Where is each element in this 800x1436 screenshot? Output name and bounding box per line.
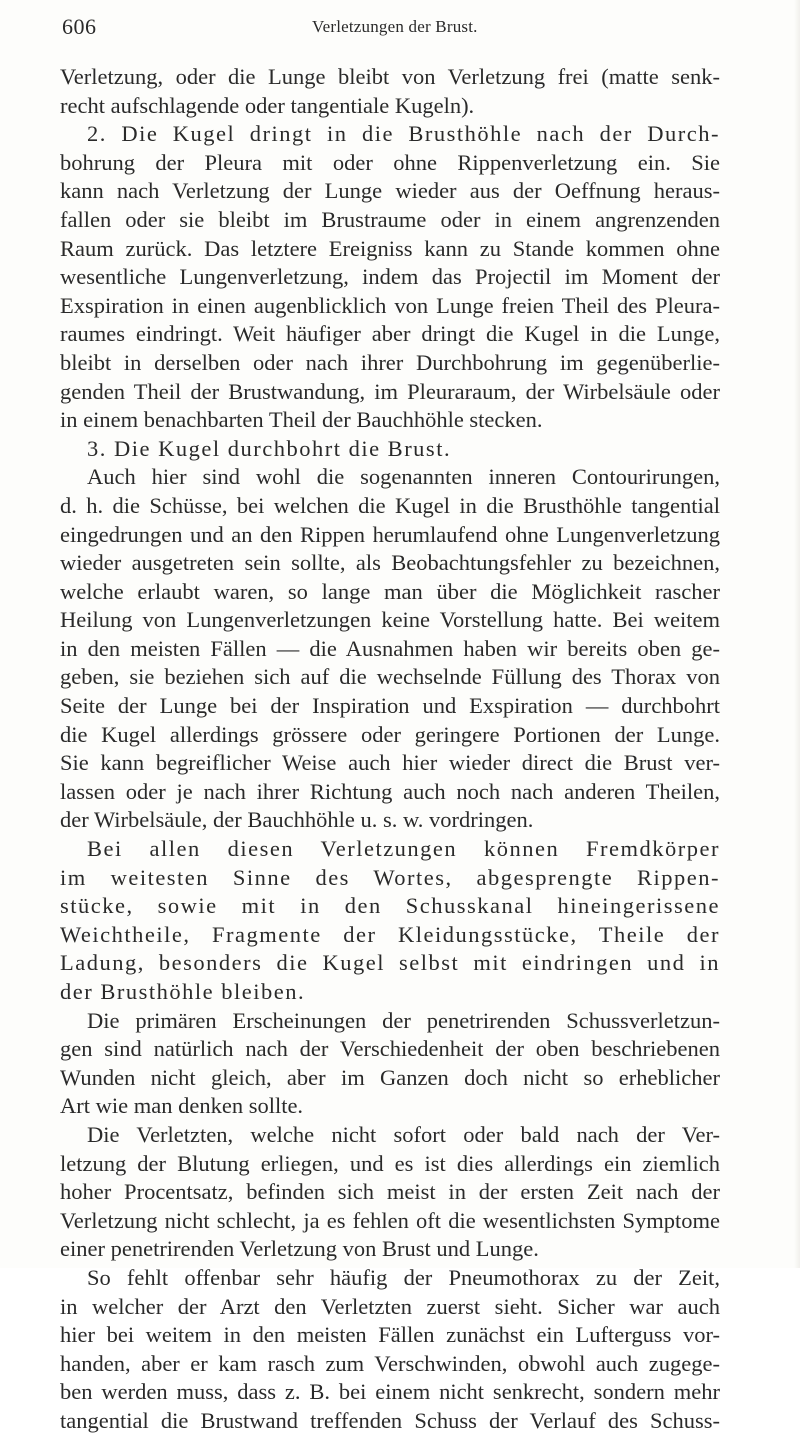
emphasized-line: der Brusthöhle bleiben. bbox=[60, 979, 306, 1004]
text-line: Verletzung, oder die Lunge bleibt von Verletzung frei (matte senk- bbox=[60, 64, 720, 89]
body-text bbox=[60, 63, 720, 1436]
text-line: in einem benachbarten Theil der Bauchhöhle stecken. bbox=[60, 407, 543, 433]
text-line: Raum zurück. Das letztere Ereigniss kann zu Stande kommen ohne bbox=[60, 235, 720, 261]
text-line: tangential die Brustwand treffenden Schuss der Verlauf des Schuss- bbox=[60, 1407, 720, 1433]
section-heading: 2. Die Kugel dringt in die Brusthöhle nach der Durch- bbox=[87, 121, 720, 147]
text-line: wesentliche Lungenverletzung, indem das Projectil im Moment der bbox=[60, 264, 720, 290]
text-line: d. h. die Schüsse, bei welchen die Kugel in die Brusthöhle tangential bbox=[60, 492, 720, 518]
text-line: Sie kann begreiflicher Weise auch hier wieder direct die Brust ver- bbox=[60, 750, 720, 776]
emphasized-line: Weichtheile, Fragmente der Kleidungsstücke, Theile der bbox=[60, 921, 720, 947]
text-line: in welcher der Arzt den Verletzten zuerst sieht. Sicher war auch bbox=[60, 1293, 720, 1319]
text-line: bohrung der Pleura mit oder ohne Rippenverletzung ein. Sie bbox=[60, 149, 720, 175]
text-line: die Kugel allerdings grössere oder geringere Portionen der Lunge. bbox=[60, 721, 720, 747]
text-line: welche erlaubt waren, so lange man über die Möglichkeit rascher bbox=[60, 578, 720, 604]
section-heading: 3. Die Kugel durchbohrt die Brust. bbox=[87, 435, 452, 461]
text-line: geben, sie beziehen sich auf die wechselnde Füllung des Thorax von bbox=[60, 664, 720, 690]
text-line: fallen oder sie bleibt im Brustraume oder in einem angrenzenden bbox=[60, 206, 720, 232]
text-line: eingedrungen und an den Rippen herumlaufend ohne Lungenverletzung bbox=[60, 521, 720, 547]
text-line: ben werden muss, dass z. B. bei einem nicht senkrecht, sondern mehr bbox=[60, 1379, 720, 1405]
page-header bbox=[62, 14, 702, 44]
emphasized-line: Bei allen diesen Verletzungen können Fremdkörper bbox=[87, 836, 720, 862]
text-line: in den meisten Fällen — die Ausnahmen haben wir bereits oben ge- bbox=[60, 635, 720, 661]
text-line: Verletzung nicht schlecht, ja es fehlen oft die wesentlichsten Symptome bbox=[60, 1207, 720, 1233]
text-line: kann nach Verletzung der Lunge wieder aus der Oeffnung heraus- bbox=[60, 178, 720, 204]
text-line: der Wirbelsäule, der Bauchhöhle u. s. w. vordringen. bbox=[60, 807, 534, 833]
text-line: hoher Procentsatz, befinden sich meist in der ersten Zeit nach der bbox=[60, 1179, 720, 1205]
text-line: gen sind natürlich nach der Verschiedenheit der oben beschriebenen bbox=[60, 1036, 720, 1062]
text-line: einer penetrirenden Verletzung von Brust und Lunge. bbox=[60, 1236, 539, 1262]
text-line: recht aufschlagende oder tangentiale Kugeln). bbox=[60, 92, 475, 118]
running-title: Verletzungen der Brust. bbox=[312, 17, 478, 36]
emphasized-line: im weitesten Sinne des Wortes, abgesprengte Rippen- bbox=[60, 864, 720, 890]
text-line: Exspiration in einen augenblicklich von Lunge freien Theil des Pleura- bbox=[60, 292, 720, 318]
text-line: wieder ausgetreten sein sollte, als Beobachtungsfehler zu bezeichnen, bbox=[60, 550, 720, 576]
emphasized-line: Ladung, besonders die Kugel selbst mit eindringen und in bbox=[60, 950, 720, 976]
text-line: hier bei weitem in den meisten Fällen zunächst ein Lufterguss vor- bbox=[60, 1322, 720, 1348]
page-number: 606 bbox=[62, 14, 97, 39]
text-line: raumes eindringt. Weit häufiger aber dringt die Kugel in die Lunge, bbox=[60, 321, 720, 347]
text-line: lassen oder je nach ihrer Richtung auch noch nach anderen Theilen, bbox=[60, 778, 720, 804]
text-line: bleibt in derselben oder nach ihrer Durchbohrung im gegenüberlie- bbox=[60, 349, 720, 375]
text-line: Auch hier sind wohl die sogenannten inneren Contourirungen, bbox=[87, 464, 720, 490]
text-line: Heilung von Lungenverletzungen keine Vorstellung hatte. Bei weitem bbox=[60, 607, 720, 633]
text-line: So fehlt offenbar sehr häufig der Pneumothorax zu der Zeit, bbox=[87, 1264, 720, 1290]
text-line: handen, aber er kam rasch zum Verschwinden, obwohl auch zugege- bbox=[60, 1350, 720, 1376]
emphasized-line: stücke, sowie mit in den Schusskanal hineingerissene bbox=[60, 893, 720, 919]
text-line: Seite der Lunge bei der Inspiration und Exspiration — durchbohrt bbox=[60, 693, 720, 719]
page-edge-shadow bbox=[794, 0, 800, 1268]
text-line: Art wie man denken sollte. bbox=[60, 1093, 304, 1119]
text-line: Die primären Erscheinungen der penetrirenden Schussverletzun- bbox=[87, 1007, 720, 1033]
text-line: genden Theil der Brustwandung, im Pleuraraum, der Wirbelsäule oder bbox=[60, 378, 720, 404]
text-line: Wunden nicht gleich, aber im Ganzen doch nicht so erheblicher bbox=[60, 1064, 720, 1090]
text-line: Die Verletzten, welche nicht sofort oder bald nach der Ver- bbox=[87, 1121, 720, 1147]
text-line: letzung der Blutung erliegen, und es ist dies allerdings ein ziemlich bbox=[60, 1150, 720, 1176]
